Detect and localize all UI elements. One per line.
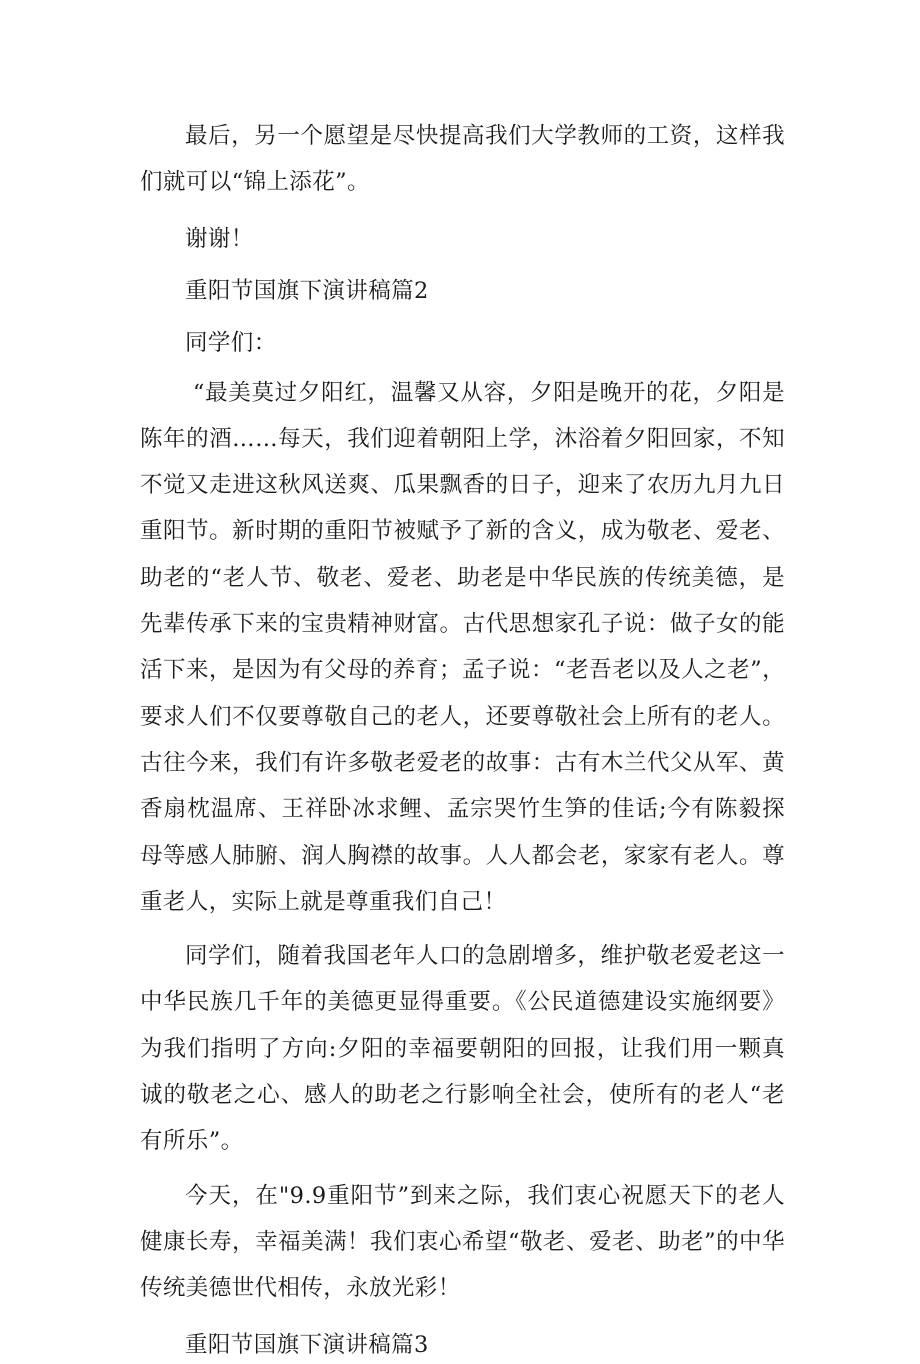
- paragraph-closing-wish: 最后，另一个愿望是尽快提高我们大学教师的工资，这样我们就可以“锦上添花”。: [140, 123, 785, 196]
- paragraph-speech-body-3: 今天，在"9.9重阳节”到来之际，我们衷心祝愿天下的老人健康长寿，幸福美满！我们衷心希望“敬老、爱老、助老”的中华传统美德世代相传，永放光彩！: [140, 1182, 785, 1302]
- paragraph-thanks: 谢谢！: [185, 225, 254, 252]
- section-heading-speech-2: 重阳节国旗下演讲稿篇2: [185, 277, 429, 304]
- paragraph-speech-body-2: 同学们，随着我国老年人口的急剧增多，维护敬老爱老这一中华民族几千年的美德更显得重要。《公民道德建设实施纲要》为我们指明了方向:夕阳的幸福要朝阳的回报，让我们用一颗真诚的敬老之心、感人的助老之行影响全社会，使所有的老人“老有所乐”。: [140, 943, 785, 1155]
- paragraph-salutation: 同学们：: [185, 329, 277, 356]
- section-heading-speech-3: 重阳节国旗下演讲稿篇3: [185, 1331, 429, 1358]
- paragraph-speech-body-1: “最美莫过夕阳红，温馨又从容，夕阳是晚开的花，夕阳是陈年的酒……每天，我们迎着朝阳上学，沐浴着夕阳回家，不知不觉又走进这秋风送爽、瓜果飘香的日子，迎来了农历九月九日重阳节。新时期的重阳节被赋予了新的含义，成为敬老、爱老、助老的“老人节、敬老、爱老、助老是中华民族的传统美德，是先辈传承下来的宝贵精神财富。古代思想家孔子说：做子女的能活下来，是因为有父母的养育；孟子说：“老吾老以及人之老”，要求人们不仅要尊敬自己的老人，还要尊敬社会上所有的老人。古往今来，我们有许多敬老爱老的故事：古有木兰代父从军、黄香扇枕温席、王祥卧冰求鲤、孟宗哭竹生笋的佳话;今有陈毅探母等感人肺腑、润人胸襟的故事。人人都会老，家家有老人。尊重老人，实际上就是尊重我们自己！: [140, 379, 785, 915]
- document-body: [140, 113, 785, 1364]
